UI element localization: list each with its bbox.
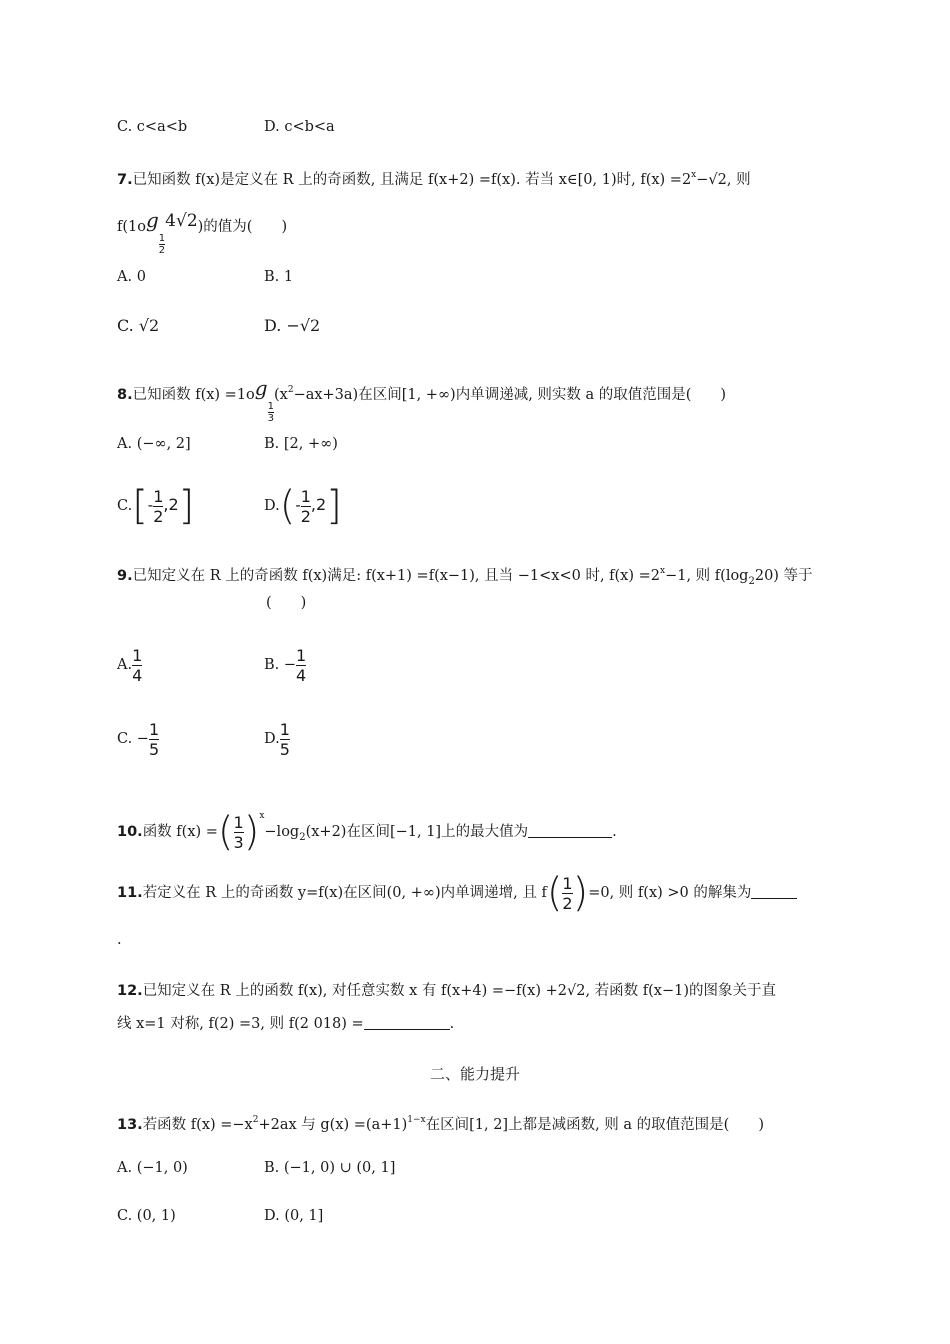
q12-text-a: 已知定义在 R 上的函数 f(x), 对任意实数 x 有 f(x+4) =−f(x) +2√2, 若函数 f(x−1)的图象关于直 — [142, 983, 777, 999]
q8-c-den: 2 — [153, 506, 164, 526]
q9-d-den: 5 — [279, 739, 290, 759]
q8-option-d-frac — [301, 487, 311, 526]
q8-d-den: 2 — [300, 506, 311, 526]
q8-c-num: 1 — [153, 486, 164, 506]
q8-option-d-tail: ,2 — [310, 495, 327, 514]
q12-text-b: 线 x=1 对称, f(2) =3, 则 f(2 018) = — [117, 1016, 364, 1032]
q8-option-c-minus: - — [147, 495, 154, 514]
q13-option-c: C. (0, 1) — [117, 1208, 176, 1224]
q9-b-num: 1 — [296, 645, 307, 665]
q8-log-g: g — [254, 376, 268, 400]
q13-stem — [117, 1110, 764, 1135]
q10-frac-num: 1 — [233, 812, 244, 832]
q9-text-b: −1, 则 f(log — [665, 568, 749, 584]
q8-option-c-label: C. — [117, 498, 133, 514]
q13-option-b: B. (−1, 0) ∪ (0, 1] — [264, 1160, 396, 1176]
q12-stem-line1 — [117, 981, 776, 1001]
section-heading: 二、能力提升 — [429, 1065, 520, 1083]
q9-option-b-frac — [296, 646, 306, 685]
q7-option-a: A. 0 — [117, 269, 146, 285]
q8-option-c-frac — [153, 487, 163, 526]
q10-sup-x: x — [259, 811, 265, 821]
q13-text-a: 若函数 f(x) =−x — [142, 1117, 253, 1133]
q9-text-a: 已知定义在 R 上的奇函数 f(x)满足: f(x+1) =f(x−1), 且当 −1<x<0 时, f(x) =2 — [132, 568, 661, 584]
q9-option-a — [117, 643, 142, 687]
q11-stem: 11.若定义在 R 上的奇函数 y=f(x)在区间(0, +∞)内单调递增, 且 f( $\frac{1}{2}$ )=0, 则 f(x) >0 的解集为 — [117, 870, 797, 916]
q9-sub2: 2 — [748, 576, 755, 587]
q11-answer-blank[interactable] — [751, 884, 797, 899]
q8-text-c: −ax+3a)在区间[1, +∞)内单调递减, 则实数 a 的取值范围是( ) — [293, 387, 727, 403]
q7-base-den: 2 — [158, 245, 166, 256]
q7-log-g: g — [145, 208, 159, 232]
q10-text-c: (x+2)在区间[−1, 1]上的最大值为 — [305, 824, 529, 840]
q9-option-a-frac — [132, 646, 142, 685]
q8-option-d-label: D. — [264, 498, 280, 514]
q9-option-c-label: C. − — [117, 731, 149, 747]
q11-frac-den: 2 — [562, 893, 573, 913]
q7-base-num: 1 — [158, 233, 166, 244]
q9-b-den: 4 — [296, 665, 307, 685]
q12-answer-blank[interactable] — [364, 1015, 450, 1030]
q13-sup2: 2 — [252, 1115, 259, 1125]
q7-number: 7. — [117, 172, 133, 188]
q13-sup-exp: 1−x — [407, 1115, 426, 1125]
q10-number: 10. — [117, 824, 143, 840]
q8-option-c: C.[- $\frac{1}{2}$ ,2] — [117, 483, 195, 529]
q9-option-b-label: B. − — [264, 657, 297, 673]
q9-sup-x: x — [660, 566, 666, 576]
q7-log-prefix: f(1o — [117, 219, 146, 235]
q10-text-a: 函数 f(x) = — [142, 824, 218, 840]
q9-answer-paren: ( ) — [266, 595, 307, 611]
q9-c-den: 5 — [148, 739, 160, 759]
q9-stem — [117, 561, 813, 592]
q10-end: . — [612, 824, 617, 840]
q7-stem-line1 — [117, 165, 751, 190]
q8-sup2: 2 — [287, 385, 294, 395]
q9-a-den: 4 — [132, 665, 143, 685]
q7-log-arg: 4√2 — [165, 211, 198, 231]
q11-frac-num: 1 — [562, 873, 573, 893]
q7-option-d: D. −√2 — [264, 316, 321, 335]
q8-option-d-minus: - — [295, 495, 301, 514]
q8-d-num: 1 — [300, 486, 311, 506]
q8-option-b: B. [2, +∞) — [264, 436, 338, 452]
q6-option-c: C. c<a<b — [117, 119, 188, 135]
q8-base-num: 1 — [267, 401, 274, 412]
q8-option-c-tail: ,2 — [163, 495, 179, 514]
q8-option-a: A. (−∞, 2] — [117, 436, 191, 452]
q9-option-d — [264, 717, 290, 761]
q13-text-c: 在区间[1, 2]上都是减函数, 则 a 的取值范围是( ) — [425, 1117, 764, 1133]
q10-frac — [234, 813, 244, 852]
q10-frac-den: 3 — [233, 832, 244, 852]
q10-answer-blank[interactable] — [528, 823, 612, 838]
q7-text-tail: −√2, 则 — [696, 172, 751, 188]
q8-base-den: 3 — [267, 413, 274, 424]
q10-stem: 10.函数 f(x) =( $\frac{1}{3}$ )$^x-\log_2(x+2)$在区间[−1, 1]上的最大值为 . — [117, 809, 617, 855]
q13-text-b: +2ax 与 g(x) =(a+1) — [258, 1117, 408, 1133]
q9-option-c — [117, 717, 159, 761]
q8-option-d: D.(- $\frac{1}{2}$ ,2] — [264, 483, 342, 529]
q9-option-d-label: D. — [264, 731, 280, 747]
q10-text-b: −log — [264, 824, 300, 840]
q8-text-b: (x — [273, 387, 288, 403]
q9-option-d-frac — [280, 720, 290, 759]
q7-exponent: x — [691, 170, 697, 180]
q11-end: . — [117, 932, 122, 948]
q8-stem — [117, 368, 727, 424]
q7-stem-tail: )的值为( ) — [197, 219, 288, 235]
q9-option-b — [264, 643, 306, 687]
q7-option-c: C. √2 — [117, 316, 160, 335]
q11-text-b: =0, 则 f(x) >0 的解集为 — [588, 885, 752, 901]
q9-option-c-frac — [149, 720, 159, 759]
q9-c-num: 1 — [148, 719, 160, 739]
q9-d-num: 1 — [279, 719, 290, 739]
q12-stem-line2 — [117, 1014, 454, 1034]
q13-option-d: D. (0, 1] — [264, 1208, 324, 1224]
q12-end: . — [449, 1016, 455, 1032]
q7-text: 已知函数 f(x)是定义在 R 上的奇函数, 且满足 f(x+2) =f(x). 若当 x∈[0, 1)时, f(x) =2 — [132, 172, 692, 188]
q13-number: 13. — [117, 1117, 143, 1133]
q9-text-c: 20) 等于 — [754, 568, 813, 584]
q11-frac — [562, 874, 572, 913]
q11-text-a: 若定义在 R 上的奇函数 y=f(x)在区间(0, +∞)内单调递增, 且 f — [142, 885, 547, 901]
q7-option-b: B. 1 — [264, 269, 294, 285]
q10-sub2: 2 — [299, 832, 306, 843]
q7-stem-line2 — [117, 200, 288, 256]
q6-option-d: D. c<b<a — [264, 119, 335, 135]
q9-option-a-label: A. — [117, 657, 133, 673]
q12-number: 12. — [117, 983, 143, 999]
q8-log-base — [268, 401, 274, 424]
q7-log-base — [159, 233, 165, 256]
q8-text-a: 已知函数 f(x) =1o — [132, 387, 255, 403]
q13-option-a: A. (−1, 0) — [117, 1160, 188, 1176]
q9-a-num: 1 — [132, 645, 143, 665]
q9-number: 9. — [117, 568, 133, 584]
q11-number: 11. — [117, 885, 143, 901]
q8-number: 8. — [117, 387, 133, 403]
